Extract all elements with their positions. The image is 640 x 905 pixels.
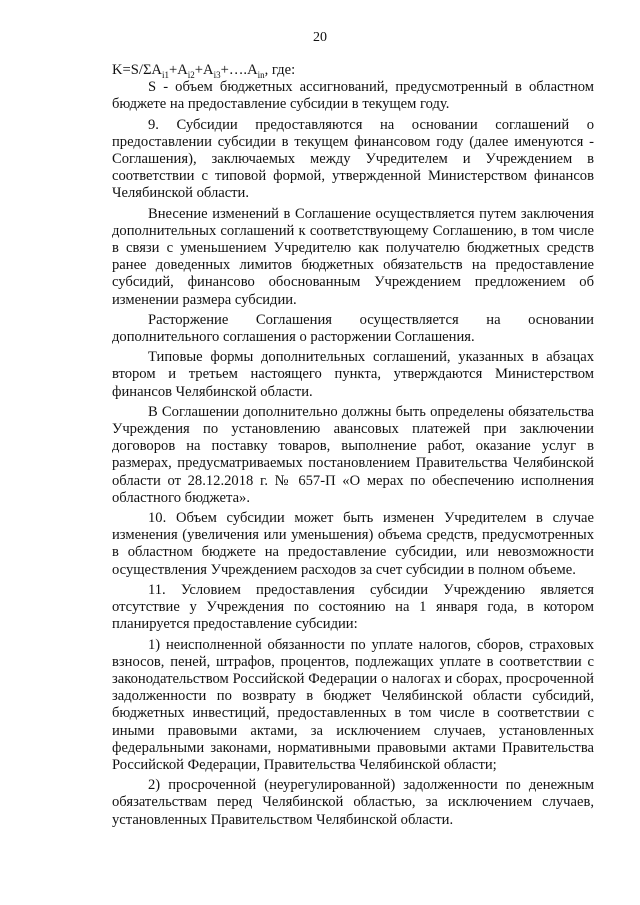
formula-part: K=S/ΣA (112, 62, 162, 78)
paragraph-condition-1: 1) неисполненной обязанности по уплате налогов, сборов, страховых взносов, пеней, штрафов, процентов, подлежащих уплате в соответствии с законодательством Российской Федерации о налогах и сборах, просроченной задолженности по возврату в бюджет Челябинской области субсидий, бюджетных инвестиций, предоставленных в том числе в соответствии с иными правовыми актами, за исключением случаев, установленных федеральными законами, нормативными правовыми актами Правительства Российской Федерации, Правительства Челябинской области; (112, 636, 594, 773)
formula-part: , где: (264, 62, 296, 78)
paragraph-amendments: Внесение изменений в Соглашение осуществляется путем заключения дополнительных соглашений к соответствующему Соглашению, в том числе в связи с уменьшением Учредителю как получателю бюджетных средств ранее доведенных лимитов бюджетных обязательств на предоставление субсидий, финансово обоснованным Учреждением предложением об изменении размера субсидии. (112, 205, 594, 308)
formula-part: +A (169, 62, 188, 78)
formula-part: +….A (220, 62, 258, 78)
page-number: 20 (313, 30, 327, 45)
paragraph-item-10: 10. Объем субсидии может быть изменен Учредителем в случае изменения (увеличения или уменьшения) объема средств, предусмотренных в областном бюджете на предоставление субсидии, или невозможности осуществления Учреждением расходов за счет субсидии в полном объеме. (112, 510, 594, 578)
formula-subscript: i3 (213, 69, 221, 80)
document-body (112, 62, 594, 829)
formula-part: +A (194, 62, 214, 78)
paragraph-item-11: 11. Условием предоставления субсидии Учреждению является отсутствие у Учреждения по состоянию на 1 января года, в котором планируется предоставление субсидии: (112, 581, 594, 633)
formula-subscript: in (257, 69, 265, 80)
formula-subscript: i2 (187, 69, 195, 80)
formula-line (112, 62, 594, 79)
paragraph-item-9: 9. Субсидии предоставляются на основании соглашений о предоставлении субсидии в текущем финансовом году (далее именуются - Соглашения), заключаемых между Учредителем и Учреждением в соответствии с типовой формой, утвержденной Министерством финансов Челябинской области. (112, 116, 594, 202)
paragraph-condition-2: 2) просроченной (неурегулированной) задолженности по денежным обязательствам перед Челябинской областью, за исключением случаев, установленных Правительством Челябинской области. (112, 777, 594, 828)
formula-subscript: i1 (161, 69, 169, 80)
paragraph-termination: Расторжение Соглашения осуществляется на основании дополнительного соглашения о расторжении Соглашения. (112, 311, 594, 346)
paragraph-standard-forms: Типовые формы дополнительных соглашений, указанных в абзацах втором и третьем настоящего пункта, утверждаются Министерством финансов Челябинской области. (112, 349, 594, 400)
paragraph-advance-payments: В Соглашении дополнительно должны быть определены обязательства Учреждения по установлению авансовых платежей при заключении договоров на поставку товаров, выполнение работ, оказание услуг в размерах, предусматриваемых постановлением Правительства Челябинской области от 28.12.2018 г. № 657-П «О мерах по обеспечению исполнения областного бюджета». (112, 403, 594, 506)
paragraph-s-definition: S - объем бюджетных ассигнований, предусмотренный в областном бюджете на предоставление субсидии в текущем году. (112, 79, 594, 113)
